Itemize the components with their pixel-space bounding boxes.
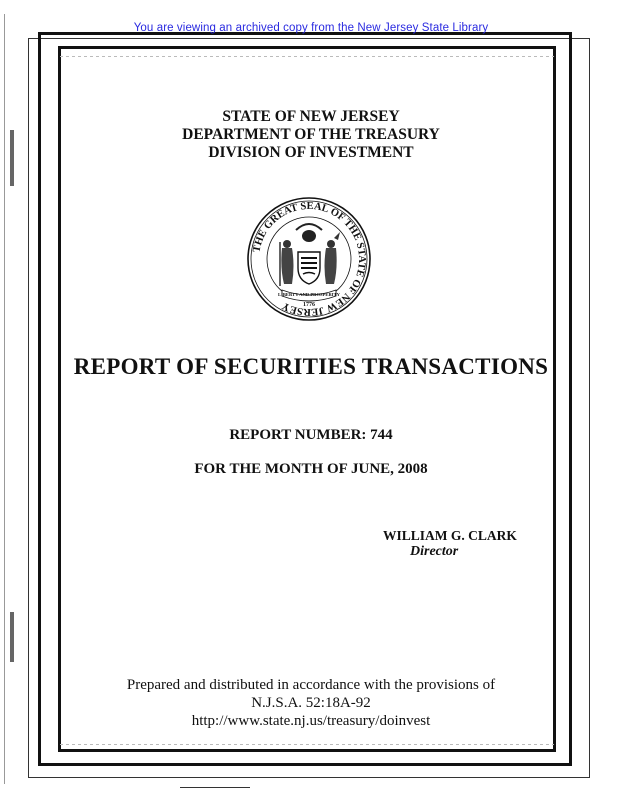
footer-provisions: Prepared and distributed in accordance with the provisions of — [126, 677, 496, 693]
footer-statute: N.J.S.A. 52:18A-92 — [251, 695, 371, 711]
scan-bottom-mark — [180, 787, 250, 788]
director-title: Director — [410, 544, 459, 559]
header-division: DIVISION OF INVESTMENT — [208, 144, 414, 161]
header-department: DEPARTMENT OF THE TREASURY — [182, 126, 440, 143]
scan-margin-mark — [10, 612, 14, 662]
report-number: REPORT NUMBER: 744 — [229, 427, 393, 443]
report-title: REPORT OF SECURITIES TRANSACTIONS — [73, 354, 549, 379]
provisions-footer — [0, 676, 622, 730]
archive-banner: You are viewing an archived copy from the New Jersey State Library — [133, 22, 489, 34]
header-state: STATE OF NEW JERSEY — [222, 108, 400, 125]
scan-noise-band — [60, 744, 554, 745]
state-seal-icon — [246, 196, 372, 322]
seal-ring-text: THE GREAT SEAL OF THE STATE OF NEW JERSEY — [251, 200, 368, 318]
director-name: WILLIAM G. CLARK — [383, 528, 517, 543]
seal-year: 1776 — [303, 302, 315, 308]
seal-ribbon-text: LIBERTY AND PROSPERITY — [278, 292, 340, 297]
footer-url: http://www.state.nj.us/treasury/doinvest — [191, 713, 431, 729]
report-month: FOR THE MONTH OF JUNE, 2008 — [194, 461, 428, 477]
agency-header — [0, 108, 622, 162]
scan-noise-band — [60, 56, 554, 57]
